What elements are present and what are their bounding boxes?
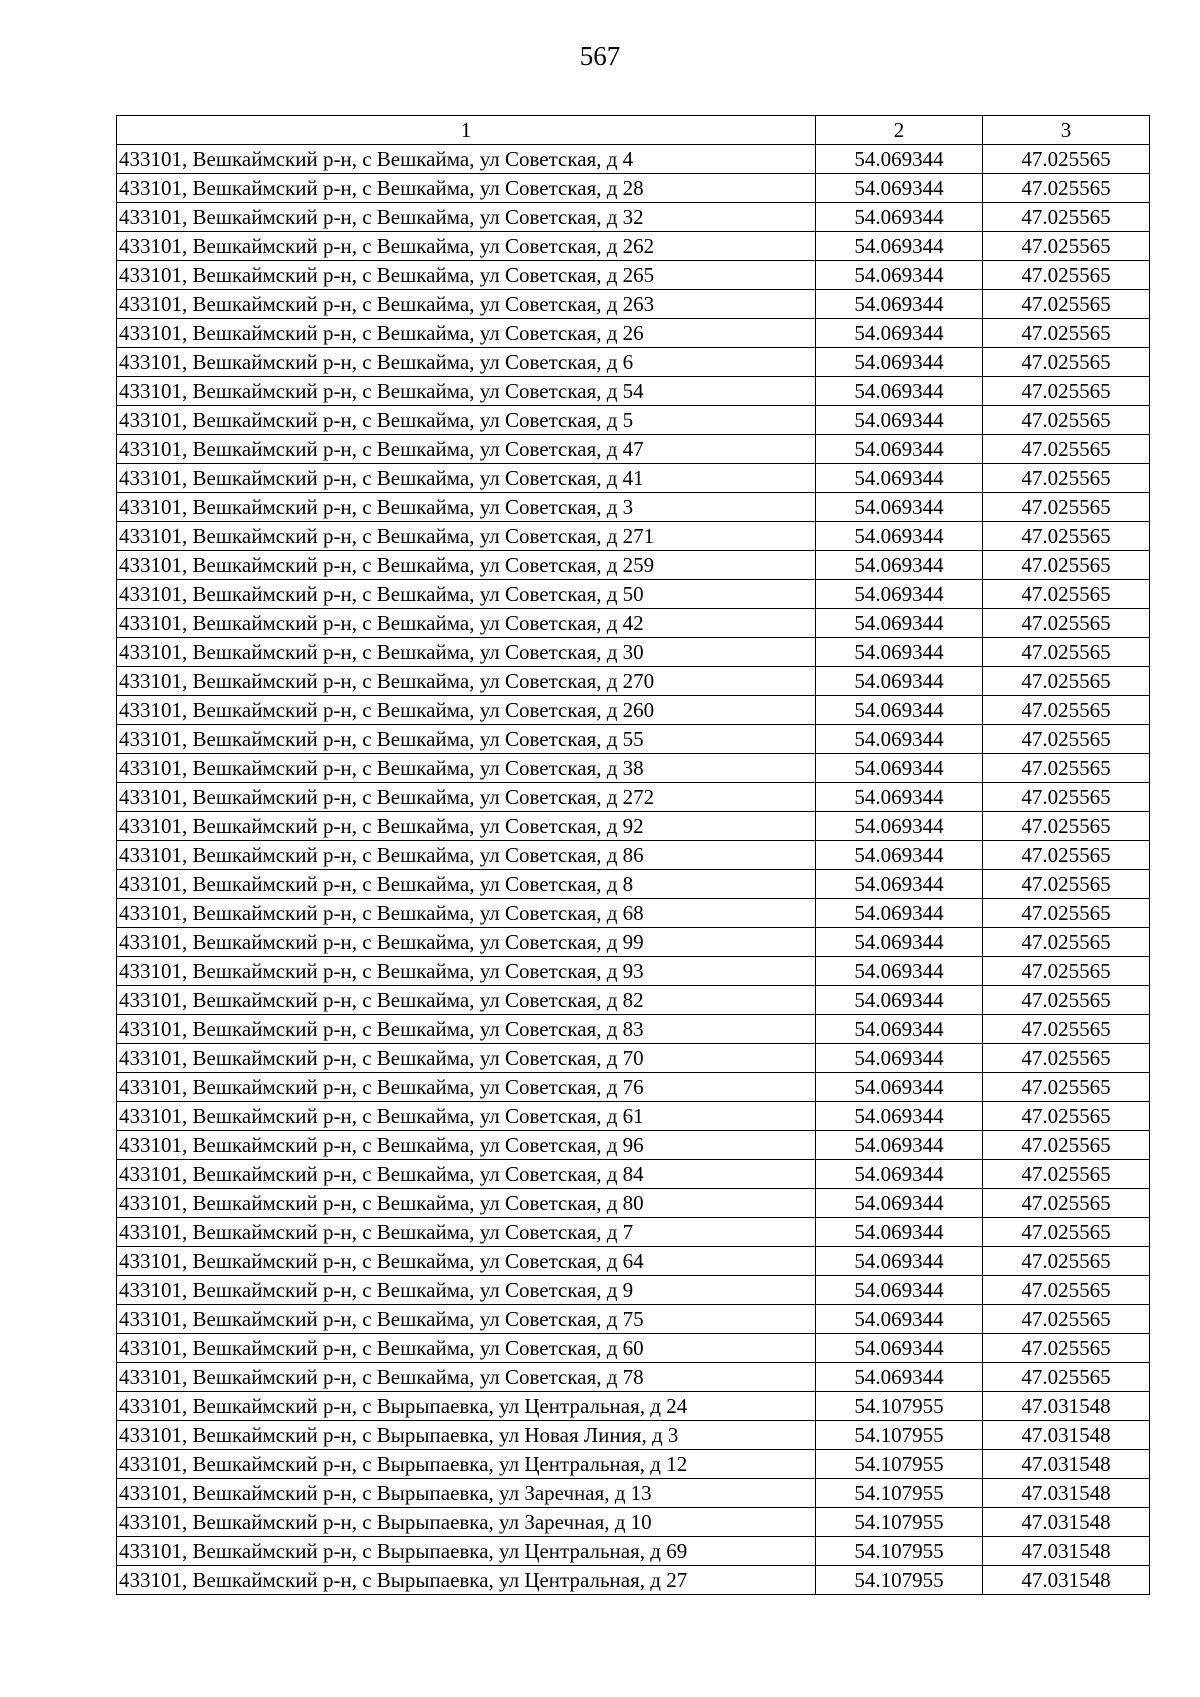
longitude-cell: 47.025565	[983, 841, 1150, 870]
address-cell: 433101, Вешкаймский р-н, с Вешкайма, ул Советская, д 68	[117, 899, 816, 928]
latitude-cell: 54.069344	[816, 406, 983, 435]
address-cell: 433101, Вешкаймский р-н, с Вырыпаевка, ул Заречная, д 13	[117, 1479, 816, 1508]
latitude-cell: 54.107955	[816, 1392, 983, 1421]
table-row	[117, 1450, 1150, 1479]
latitude-cell: 54.069344	[816, 1073, 983, 1102]
address-cell: 433101, Вешкаймский р-н, с Вырыпаевка, ул Новая Линия, д 3	[117, 1421, 816, 1450]
address-cell: 433101, Вешкаймский р-н, с Вешкайма, ул Советская, д 93	[117, 957, 816, 986]
address-cell: 433101, Вешкаймский р-н, с Вешкайма, ул Советская, д 41	[117, 464, 816, 493]
table-row	[117, 348, 1150, 377]
address-cell: 433101, Вешкаймский р-н, с Вешкайма, ул Советская, д 55	[117, 725, 816, 754]
table-row	[117, 1566, 1150, 1595]
table-row	[117, 957, 1150, 986]
longitude-cell: 47.025565	[983, 1247, 1150, 1276]
table-row	[117, 1537, 1150, 1566]
address-cell: 433101, Вешкаймский р-н, с Вырыпаевка, ул Заречная, д 10	[117, 1508, 816, 1537]
latitude-cell: 54.069344	[816, 522, 983, 551]
latitude-cell: 54.069344	[816, 1189, 983, 1218]
latitude-cell: 54.069344	[816, 1044, 983, 1073]
address-cell: 433101, Вешкаймский р-н, с Вешкайма, ул Советская, д 271	[117, 522, 816, 551]
address-cell: 433101, Вешкаймский р-н, с Вешкайма, ул Советская, д 265	[117, 261, 816, 290]
table-row	[117, 870, 1150, 899]
longitude-cell: 47.025565	[983, 348, 1150, 377]
longitude-cell: 47.025565	[983, 406, 1150, 435]
address-cell: 433101, Вешкаймский р-н, с Вешкайма, ул Советская, д 26	[117, 319, 816, 348]
latitude-cell: 54.069344	[816, 493, 983, 522]
table-row	[117, 319, 1150, 348]
longitude-cell: 47.025565	[983, 551, 1150, 580]
address-cell: 433101, Вешкаймский р-н, с Вешкайма, ул Советская, д 78	[117, 1363, 816, 1392]
latitude-cell: 54.069344	[816, 1102, 983, 1131]
table-row	[117, 1044, 1150, 1073]
longitude-cell: 47.031548	[983, 1566, 1150, 1595]
latitude-cell: 54.069344	[816, 145, 983, 174]
address-cell: 433101, Вешкаймский р-н, с Вырыпаевка, ул Центральная, д 12	[117, 1450, 816, 1479]
table-header	[117, 116, 1150, 145]
address-cell: 433101, Вешкаймский р-н, с Вешкайма, ул Советская, д 30	[117, 638, 816, 667]
address-cell: 433101, Вешкаймский р-н, с Вешкайма, ул Советская, д 270	[117, 667, 816, 696]
address-cell: 433101, Вешкаймский р-н, с Вешкайма, ул Советская, д 3	[117, 493, 816, 522]
latitude-cell: 54.069344	[816, 667, 983, 696]
address-cell: 433101, Вешкаймский р-н, с Вырыпаевка, ул Центральная, д 24	[117, 1392, 816, 1421]
table-row	[117, 406, 1150, 435]
latitude-cell: 54.069344	[816, 1015, 983, 1044]
longitude-cell: 47.025565	[983, 145, 1150, 174]
latitude-cell: 54.069344	[816, 232, 983, 261]
address-cell: 433101, Вешкаймский р-н, с Вешкайма, ул Советская, д 86	[117, 841, 816, 870]
latitude-cell: 54.107955	[816, 1421, 983, 1450]
latitude-cell: 54.069344	[816, 812, 983, 841]
address-cell: 433101, Вешкаймский р-н, с Вешкайма, ул Советская, д 6	[117, 348, 816, 377]
table-row	[117, 1073, 1150, 1102]
table-row	[117, 1189, 1150, 1218]
longitude-cell: 47.025565	[983, 377, 1150, 406]
latitude-cell: 54.069344	[816, 348, 983, 377]
address-cell: 433101, Вешкаймский р-н, с Вешкайма, ул Советская, д 61	[117, 1102, 816, 1131]
address-cell: 433101, Вешкаймский р-н, с Вешкайма, ул Советская, д 80	[117, 1189, 816, 1218]
latitude-cell: 54.069344	[816, 580, 983, 609]
table-row	[117, 1392, 1150, 1421]
table-row	[117, 580, 1150, 609]
address-cell: 433101, Вешкаймский р-н, с Вешкайма, ул Советская, д 92	[117, 812, 816, 841]
column-header-longitude: 3	[983, 116, 1150, 145]
address-cell: 433101, Вешкаймский р-н, с Вешкайма, ул Советская, д 7	[117, 1218, 816, 1247]
table-row	[117, 1508, 1150, 1537]
table-row	[117, 667, 1150, 696]
latitude-cell: 54.107955	[816, 1479, 983, 1508]
latitude-cell: 54.107955	[816, 1537, 983, 1566]
column-header-latitude: 2	[816, 116, 983, 145]
table-row	[117, 1421, 1150, 1450]
address-coordinates-table	[116, 115, 1150, 1595]
table-row	[117, 1247, 1150, 1276]
address-cell: 433101, Вешкаймский р-н, с Вешкайма, ул Советская, д 47	[117, 435, 816, 464]
address-cell: 433101, Вешкаймский р-н, с Вешкайма, ул Советская, д 4	[117, 145, 816, 174]
address-cell: 433101, Вешкаймский р-н, с Вешкайма, ул Советская, д 83	[117, 1015, 816, 1044]
latitude-cell: 54.107955	[816, 1450, 983, 1479]
longitude-cell: 47.025565	[983, 464, 1150, 493]
table-row	[117, 638, 1150, 667]
latitude-cell: 54.069344	[816, 1218, 983, 1247]
address-cell: 433101, Вешкаймский р-н, с Вешкайма, ул Советская, д 259	[117, 551, 816, 580]
longitude-cell: 47.031548	[983, 1450, 1150, 1479]
table-row	[117, 203, 1150, 232]
longitude-cell: 47.025565	[983, 493, 1150, 522]
longitude-cell: 47.031548	[983, 1537, 1150, 1566]
longitude-cell: 47.025565	[983, 319, 1150, 348]
address-cell: 433101, Вешкаймский р-н, с Вешкайма, ул Советская, д 75	[117, 1305, 816, 1334]
latitude-cell: 54.069344	[816, 1305, 983, 1334]
table-row	[117, 1479, 1150, 1508]
table-row	[117, 812, 1150, 841]
latitude-cell: 54.069344	[816, 1160, 983, 1189]
latitude-cell: 54.069344	[816, 609, 983, 638]
longitude-cell: 47.025565	[983, 1189, 1150, 1218]
latitude-cell: 54.069344	[816, 377, 983, 406]
latitude-cell: 54.069344	[816, 1247, 983, 1276]
table-row	[117, 928, 1150, 957]
longitude-cell: 47.025565	[983, 812, 1150, 841]
latitude-cell: 54.069344	[816, 928, 983, 957]
address-cell: 433101, Вешкаймский р-н, с Вешкайма, ул Советская, д 96	[117, 1131, 816, 1160]
latitude-cell: 54.069344	[816, 957, 983, 986]
table-row	[117, 145, 1150, 174]
table-row	[117, 551, 1150, 580]
latitude-cell: 54.069344	[816, 754, 983, 783]
longitude-cell: 47.025565	[983, 1363, 1150, 1392]
table-row	[117, 1276, 1150, 1305]
table-body	[117, 145, 1150, 1595]
table-row	[117, 725, 1150, 754]
longitude-cell: 47.025565	[983, 1334, 1150, 1363]
latitude-cell: 54.069344	[816, 551, 983, 580]
longitude-cell: 47.031548	[983, 1392, 1150, 1421]
table-row	[117, 1305, 1150, 1334]
address-cell: 433101, Вешкаймский р-н, с Вешкайма, ул Советская, д 272	[117, 783, 816, 812]
address-cell: 433101, Вешкаймский р-н, с Вешкайма, ул Советская, д 263	[117, 290, 816, 319]
table-row	[117, 899, 1150, 928]
longitude-cell: 47.025565	[983, 667, 1150, 696]
latitude-cell: 54.069344	[816, 841, 983, 870]
table-row	[117, 522, 1150, 551]
table-row	[117, 1015, 1150, 1044]
longitude-cell: 47.025565	[983, 1131, 1150, 1160]
longitude-cell: 47.025565	[983, 1276, 1150, 1305]
column-header-address: 1	[117, 116, 816, 145]
address-cell: 433101, Вешкаймский р-н, с Вешкайма, ул Советская, д 260	[117, 696, 816, 725]
latitude-cell: 54.069344	[816, 319, 983, 348]
table-row	[117, 696, 1150, 725]
address-cell: 433101, Вешкаймский р-н, с Вешкайма, ул Советская, д 70	[117, 1044, 816, 1073]
longitude-cell: 47.025565	[983, 783, 1150, 812]
latitude-cell: 54.069344	[816, 986, 983, 1015]
table-row	[117, 261, 1150, 290]
table-row	[117, 435, 1150, 464]
longitude-cell: 47.025565	[983, 638, 1150, 667]
longitude-cell: 47.025565	[983, 1160, 1150, 1189]
table-row	[117, 290, 1150, 319]
longitude-cell: 47.025565	[983, 435, 1150, 464]
longitude-cell: 47.025565	[983, 174, 1150, 203]
table-row	[117, 1363, 1150, 1392]
latitude-cell: 54.069344	[816, 290, 983, 319]
address-cell: 433101, Вешкаймский р-н, с Вешкайма, ул Советская, д 8	[117, 870, 816, 899]
longitude-cell: 47.031548	[983, 1508, 1150, 1537]
table-row	[117, 493, 1150, 522]
latitude-cell: 54.069344	[816, 174, 983, 203]
longitude-cell: 47.025565	[983, 696, 1150, 725]
latitude-cell: 54.107955	[816, 1508, 983, 1537]
longitude-cell: 47.025565	[983, 754, 1150, 783]
address-cell: 433101, Вешкаймский р-н, с Вешкайма, ул Советская, д 262	[117, 232, 816, 261]
longitude-cell: 47.025565	[983, 232, 1150, 261]
latitude-cell: 54.107955	[816, 1566, 983, 1595]
longitude-cell: 47.025565	[983, 1015, 1150, 1044]
address-cell: 433101, Вешкаймский р-н, с Вешкайма, ул Советская, д 42	[117, 609, 816, 638]
longitude-cell: 47.025565	[983, 1102, 1150, 1131]
longitude-cell: 47.025565	[983, 986, 1150, 1015]
longitude-cell: 47.031548	[983, 1421, 1150, 1450]
address-cell: 433101, Вешкаймский р-н, с Вешкайма, ул Советская, д 54	[117, 377, 816, 406]
address-cell: 433101, Вешкаймский р-н, с Вешкайма, ул Советская, д 50	[117, 580, 816, 609]
table-row	[117, 609, 1150, 638]
longitude-cell: 47.025565	[983, 203, 1150, 232]
longitude-cell: 47.025565	[983, 957, 1150, 986]
address-cell: 433101, Вешкаймский р-н, с Вешкайма, ул Советская, д 64	[117, 1247, 816, 1276]
latitude-cell: 54.069344	[816, 870, 983, 899]
table-row	[117, 174, 1150, 203]
address-cell: 433101, Вешкаймский р-н, с Вешкайма, ул Советская, д 82	[117, 986, 816, 1015]
address-cell: 433101, Вешкаймский р-н, с Вешкайма, ул Советская, д 28	[117, 174, 816, 203]
table-row	[117, 1160, 1150, 1189]
latitude-cell: 54.069344	[816, 899, 983, 928]
latitude-cell: 54.069344	[816, 1131, 983, 1160]
latitude-cell: 54.069344	[816, 725, 983, 754]
longitude-cell: 47.025565	[983, 580, 1150, 609]
table-row	[117, 986, 1150, 1015]
longitude-cell: 47.025565	[983, 1218, 1150, 1247]
longitude-cell: 47.025565	[983, 1073, 1150, 1102]
table-row	[117, 232, 1150, 261]
latitude-cell: 54.069344	[816, 435, 983, 464]
longitude-cell: 47.025565	[983, 1305, 1150, 1334]
address-cell: 433101, Вешкаймский р-н, с Вешкайма, ул Советская, д 84	[117, 1160, 816, 1189]
table-row	[117, 1102, 1150, 1131]
address-cell: 433101, Вешкаймский р-н, с Вырыпаевка, ул Центральная, д 27	[117, 1566, 816, 1595]
page-number: 567	[579, 41, 621, 71]
header-row	[117, 116, 1150, 145]
longitude-cell: 47.025565	[983, 290, 1150, 319]
table-row	[117, 783, 1150, 812]
table-row	[117, 1131, 1150, 1160]
latitude-cell: 54.069344	[816, 1276, 983, 1305]
table-row	[117, 754, 1150, 783]
table-row	[117, 377, 1150, 406]
table-row	[117, 464, 1150, 493]
latitude-cell: 54.069344	[816, 783, 983, 812]
longitude-cell: 47.025565	[983, 609, 1150, 638]
latitude-cell: 54.069344	[816, 1334, 983, 1363]
address-cell: 433101, Вешкаймский р-н, с Вешкайма, ул Советская, д 5	[117, 406, 816, 435]
latitude-cell: 54.069344	[816, 464, 983, 493]
latitude-cell: 54.069344	[816, 203, 983, 232]
longitude-cell: 47.025565	[983, 261, 1150, 290]
address-cell: 433101, Вешкаймский р-н, с Вешкайма, ул Советская, д 60	[117, 1334, 816, 1363]
table-row	[117, 841, 1150, 870]
address-cell: 433101, Вешкаймский р-н, с Вешкайма, ул Советская, д 99	[117, 928, 816, 957]
address-cell: 433101, Вешкаймский р-н, с Вешкайма, ул Советская, д 38	[117, 754, 816, 783]
longitude-cell: 47.025565	[983, 899, 1150, 928]
address-cell: 433101, Вешкаймский р-н, с Вешкайма, ул Советская, д 9	[117, 1276, 816, 1305]
latitude-cell: 54.069344	[816, 1363, 983, 1392]
longitude-cell: 47.031548	[983, 1479, 1150, 1508]
longitude-cell: 47.025565	[983, 725, 1150, 754]
longitude-cell: 47.025565	[983, 870, 1150, 899]
latitude-cell: 54.069344	[816, 261, 983, 290]
table-row	[117, 1334, 1150, 1363]
longitude-cell: 47.025565	[983, 522, 1150, 551]
latitude-cell: 54.069344	[816, 638, 983, 667]
address-cell: 433101, Вешкаймский р-н, с Вырыпаевка, ул Центральная, д 69	[117, 1537, 816, 1566]
latitude-cell: 54.069344	[816, 696, 983, 725]
table-row	[117, 1218, 1150, 1247]
address-cell: 433101, Вешкаймский р-н, с Вешкайма, ул Советская, д 32	[117, 203, 816, 232]
address-cell: 433101, Вешкаймский р-н, с Вешкайма, ул Советская, д 76	[117, 1073, 816, 1102]
longitude-cell: 47.025565	[983, 928, 1150, 957]
longitude-cell: 47.025565	[983, 1044, 1150, 1073]
